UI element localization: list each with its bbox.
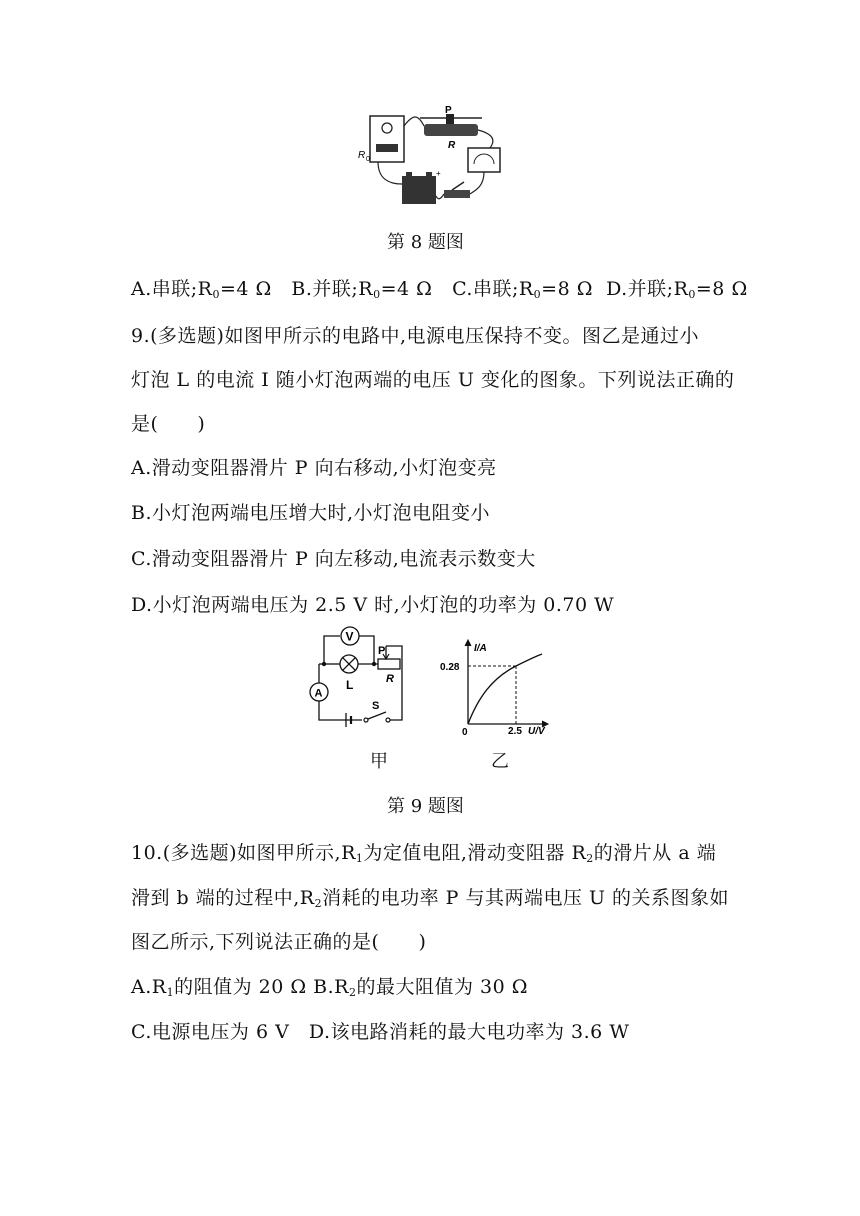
fig9-origin-label: 0	[462, 727, 468, 738]
fig9-voltmeter-label: V	[345, 629, 354, 644]
fig9-x-tick-label: 2.5	[508, 726, 522, 737]
fig9-lamp-label: L	[346, 678, 354, 692]
q10-stem-line-3: 图乙所示,下列说法正确的是( )	[131, 931, 427, 953]
fig9-x-axis-label: U/V	[528, 726, 545, 737]
fig8-r-label: R	[448, 140, 456, 151]
q8-option-c: C.串联$;R_0=8$ Ω	[452, 278, 593, 301]
q9-stem-line-1: 9.(多选题)如图甲所示的电路中,电源电压保持不变。图乙是通过小	[131, 325, 699, 347]
q10-option-d: D.该电路消耗的最大电功率为 3.6 W	[308, 1021, 630, 1043]
fig8-circuit-illustration	[358, 104, 508, 214]
q9-option-b: B.小灯泡两端电压增大时,小灯泡电阻变小	[131, 502, 491, 524]
fig9-y-axis-label: I/A	[474, 643, 487, 654]
fig9-iu-curve	[468, 654, 542, 724]
q9-stem-line-2: 灯泡 L 的电流 I 随小灯泡两端的电压 U 变化的图象。下列说法正确的	[131, 369, 735, 391]
q10-option-c: C.电源电压为 6 V	[131, 1021, 290, 1043]
q10-stem-line-2: 滑到 b 端的过程中$,R_2$消耗的电功率 P 与其两端电压 U 的关系图象如	[131, 887, 730, 910]
q10-option-b: $B.R_2$的最大阻值为 30 Ω	[313, 976, 528, 999]
q9-option-c: C.滑动变阻器滑片 P 向左移动,电流表示数变大	[131, 548, 536, 570]
q10-options-cd	[131, 1017, 629, 1044]
q10-stem-line-1: 10.(多选题)如图甲所示$,R_1$为定值电阻,滑动变阻器 $R_2$的滑片从 a 端	[131, 842, 717, 865]
fig8-p-label: P	[445, 105, 452, 116]
fig9-yi-label: 乙	[491, 751, 509, 772]
fig9-ammeter-label: A	[314, 687, 323, 700]
fig8-caption: 第 8 题图	[387, 232, 464, 253]
q8-option-b: B.并联$;R_0=4$ Ω	[291, 278, 433, 301]
fig9-resistor-label: R	[386, 673, 394, 685]
fig8-plus-label: +	[436, 169, 441, 178]
fig8-r0-label: R	[358, 150, 366, 161]
fig9-jia-circuit	[302, 618, 412, 738]
fig9-switch-label: S	[372, 700, 380, 712]
q8-options	[131, 274, 748, 301]
q8-option-a: A.串联$;R_0=4$ Ω	[131, 278, 272, 301]
fig9-caption: 第 9 题图	[387, 796, 464, 817]
q9-option-a: A.滑动变阻器滑片 P 向右移动,小灯泡变亮	[131, 457, 497, 479]
fig8-r0-sub: 0	[366, 156, 370, 163]
q9-stem-line-3: 是( )	[131, 413, 206, 435]
fig9-jia-label: 甲	[370, 751, 388, 772]
q10-option-a: $A.R_1$的阻值为 20 Ω	[131, 976, 307, 999]
q9-option-d: D.小灯泡两端电压为 2.5 V 时,小灯泡的功率为 0.70 W	[131, 594, 615, 616]
fig9-yi-graph	[432, 636, 556, 740]
fig9-slider-label: P	[378, 645, 386, 657]
fig9-y-tick-label: 0.28	[440, 662, 460, 673]
q8-option-d: D.并联$;R_0=8$ Ω	[606, 278, 748, 301]
q10-options-ab	[131, 972, 528, 999]
